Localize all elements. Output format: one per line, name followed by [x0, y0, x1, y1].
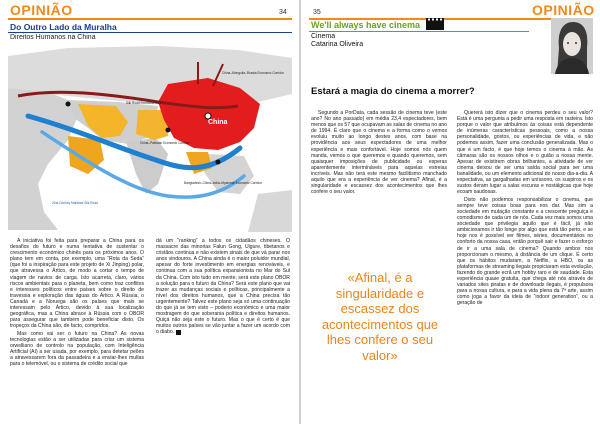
map-label-bcim-corridor: Bangladesh–China–India–Myanmar Economic Corridor: [184, 181, 262, 185]
left-page: [0, 0, 299, 424]
map-marker-gwadar: [166, 128, 171, 133]
section-label-right: OPINIÃO: [532, 2, 595, 18]
right-page: [301, 0, 600, 424]
paragraph-text: dá um “ranking” a todos os cidadãos chineses. O massacre das minorias Falun Gong, Uigure, tibetanos e cristãos continua e não existem sinais de que vá parar nos anos vindouros. A China ainda é o maior poluidor mundial, apesar do forte investimento em energias renováveis, e continua com a sua política expansionista no Mar do Sul da China. Com isto tudo em mente, será este plano OBOR a solução para o futuro da China? Será este plano que vai trazer as mudanças sociais e políticas, principalmente a nível dos direitos humanos, que a China precisa tão urgentemente? Talvez este plano seja só uma continuação do que já se tem visto – poderio económico e uma maior mostragem do que soberania política e direitos humanos. Quiçá não seja este o futuro. Mas o que é certo é que muitos outros países se vão juntar a fazer um acordo com o diabo.: [156, 238, 290, 336]
title-underline-right: [309, 31, 529, 32]
title-underline-left: [8, 32, 292, 33]
column-title-left: Do Outro Lado da Muralha: [10, 22, 117, 32]
map-marker-kunming: [216, 160, 221, 165]
article-headline: Estará a magia do cinema a morrer?: [311, 86, 475, 97]
film-clapper-icon: [426, 18, 444, 30]
article-subtitle-left: Direitos Humanos na China: [10, 34, 96, 41]
map-label-maritime-road: 21st-Century Maritime Silk Road: [52, 201, 98, 205]
page-number-right: 35: [313, 9, 321, 16]
end-mark-icon: [176, 330, 181, 335]
paragraph: Disto não podemos responsabilizar o cinema, que sempre teve coisas boas para nos dar. Mas sim a sociedade em mutação constante e a crescente preguiça e comodismo de cada um de nós. Cada vez mais somos uma sociedade que privilegia aquilo que é fácil, já não ambicionamos ir tão longe por algo que está tão perto, e se hoje nos é possível ver filmes, séries, documentários no conforto da nossa casa, então porquê sair e fazer o esforço de ir a uma sala de cinema? Quando ambos nos proporcionam o mesmo, à distância de um clique. É certo que os hábitos mudaram, a Netflix, a HBO, ou as plataformas de streaming ilegais propiciaram esta evolução, fazendo do grande ecrã um hobby raro e de saudade. Esta experiência quase gratuita, que chega até nós através de variados sites piratas e de downloads ilegais, é propulsora para a nossa cultura, e para a vida plena da 7ª arte, assim como joga a favor da ideia de “indoor generation”, ou a geração de: [457, 196, 593, 307]
section-label-left: OPINIÃO: [10, 2, 73, 18]
article-category: Cinema: [311, 33, 336, 40]
author-photo-icon: [551, 18, 593, 74]
map-label-china: China: [208, 119, 228, 126]
right-column-2: [457, 110, 593, 308]
map-marker-istanbul: [66, 102, 71, 107]
paragraph: [156, 238, 290, 336]
author-portrait: [551, 18, 593, 74]
article-author: Catarina Oliveira: [311, 41, 364, 48]
left-column-1: [10, 238, 144, 369]
page-number-left: 34: [279, 9, 287, 16]
header-rule-left: [8, 18, 292, 20]
paragraph: A iniciativa foi feita para preparar a China para os desafios do futuro e numa tentativa de sustentar o crescimento económico chinês para os próximos anos. O plano tem em conta, por exemplo, uma “Rota da Seda” (que foi a inspiração para este projeto de Xi Jinping) polar, que atravessa o Ártico, de modo a cortar o tempo de viagem de navios de carga. Isto acarreta, claro, vários riscos ambientais para o planeta, bem como traz conflitos e interesses políticos entre países sobre o direito de travessia e exploração das águas do Ártico. A Rússia, o Canadá e a Noruega são os países que mais se interessam pelo Ártico, devido à sua localização geográfica, mas a China abrace à Rússia com o OBOR para assegurar que também pode beneficiar disto. Os tropeços da China são, de facto, compridos.: [10, 238, 144, 330]
paragraph: Segundo a PorData, cada sessão de cinema teve (este ano? No ano passado) em média 23,4 espectadores, bem menos que os 57 que ocupavam as salas de cinema no ano de 1994. É claro que o cinema e a forma como o vemos evoluiu muito ao longo destes anos, com base na providência aos seus espectadores de uma melhor experiência e mais confortável. Hoje somos nós quem manda, vemos o que queremos e quando queremos, sem quaisquer imposições de publicidade ou esperas aparentemente intermináveis para aquelas estreias incríveis. Mas não terá este mesmo facilitismo manchado aquilo que era a experiência de ver cinema? Afinal, é a singularidade e escassez dos acontecimentos que lhes confere o seu valor.: [311, 110, 447, 196]
map-label-silk-belt: Silk Road Economic Belt: [126, 101, 161, 105]
left-column-2: [156, 238, 290, 337]
map-label-north-corridor: China–Mongolia–Russia Economic Corridor: [222, 71, 284, 75]
map-label-pakistan-corridor: China–Pakistan Economic Corridor: [140, 141, 190, 145]
column-title-right: We'll always have cinema: [311, 20, 421, 30]
obor-map: [8, 44, 292, 232]
paragraph: Mas como vai ser o futuro na China? As novas tecnologias estão a ser utilizadas para criar um sistema orwelliano de controlo na população, com Inteligência Artificial (AI) a ser usada, por exemplo, para detetar peões a atravessarem fora da passadeira e a enviar-lhes multas para o telemóvel, ou o sistema de crédito social que: [10, 330, 144, 368]
paragraph: Quererá isto dizer que o cinema perdeu o seu valor? Está é uma pergunta a pedir uma resposta em rasteira. Isto porque o valor que atribuímos às coisas está dependente de inúmeras características pessoais, como a nossa personalidade, gostos, ou experiências de vida, e não podemos assim, fazer uma conclusão generalizada. Mas o que é um facto, é que hoje temos o cinema à mão. As câmaras são os nossos olhos e o guião a nossa mente. Apesar de existirem obras brilhantes, a atividade de ver cinema deixou de ser uma saída social para ser uma banalidade, ou um elemento adicional do nosso dia-a-dia. A expectativa, as gargalhadas em uníssono, os suspiros e os sustos deram lugar a salas escuras e nostálgicas que hoje ecoam saudosas.: [457, 110, 593, 196]
right-column-1: [311, 110, 447, 197]
pull-quote: «Afinal, é a singularidade e escassez dos acontecimentos que lhes confere o seu valor»: [321, 270, 439, 363]
